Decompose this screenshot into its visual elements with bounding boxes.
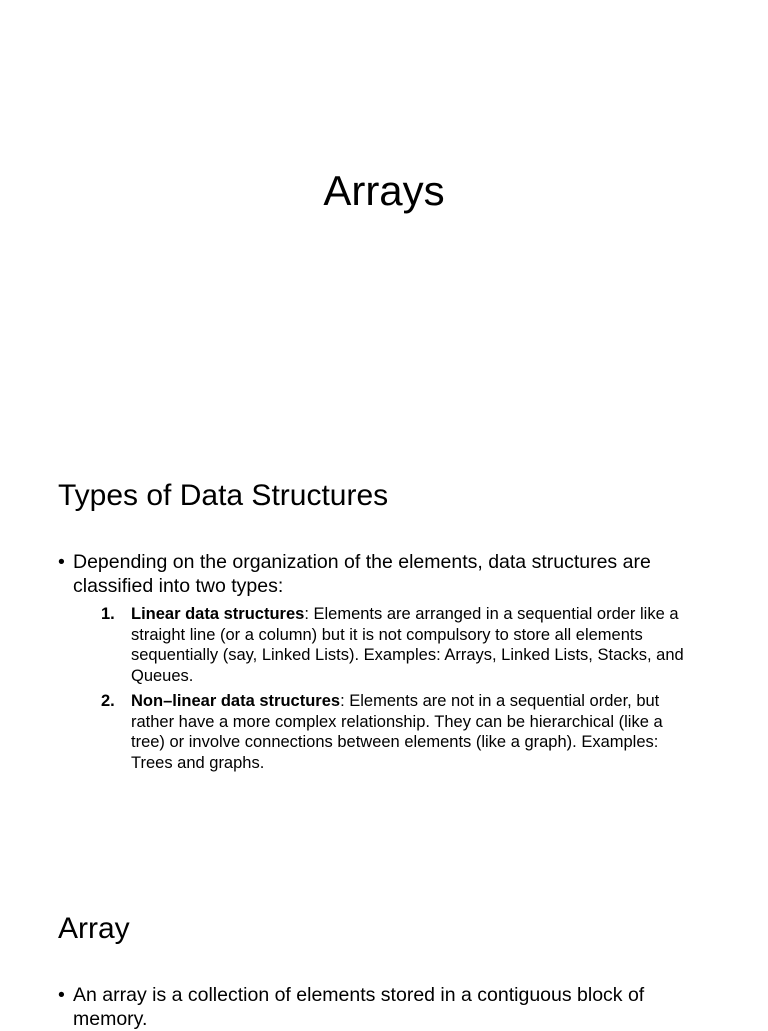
bullet-text: An array is a collection of elements stored in a contiguous block of memory. [73,984,645,1030]
bullet-marker: • [58,984,65,1006]
bullet-list [58,550,718,778]
item-description: : Elements are not in a sequential order, but rather have a more complex relationship. They can be hierarchical (like a tree) or involve connections between elements (like a graph). Examples: Trees and graphs. [131,691,663,772]
section-heading: Types of Data Structures [58,479,389,512]
item-number: 1. [101,605,115,623]
section-heading: Array [58,912,130,945]
item-term: Linear data structures [131,605,305,623]
title-slide [0,0,768,430]
types-slide [0,470,768,870]
bullet-text: Depending on the organization of the elements, data structures are classified into two types: [73,551,651,597]
bullet-marker: • [58,551,65,573]
item-term: Non–linear data structures [131,691,341,710]
list-item-nonlinear [101,691,701,774]
item-number: 2. [101,691,115,710]
list-item-linear [101,604,701,687]
numbered-list [101,604,701,774]
slide-title: Arrays [323,167,445,214]
item-description: : Elements are arranged in a sequential order like a straight line (or a column) but it is not compulsory to store all elements sequentially (say, Linked Lists). Examples: Arrays, Linked Lists, Stacks, and Queues. [131,605,684,686]
bullet-item [58,550,718,774]
array-slide [0,905,768,1030]
